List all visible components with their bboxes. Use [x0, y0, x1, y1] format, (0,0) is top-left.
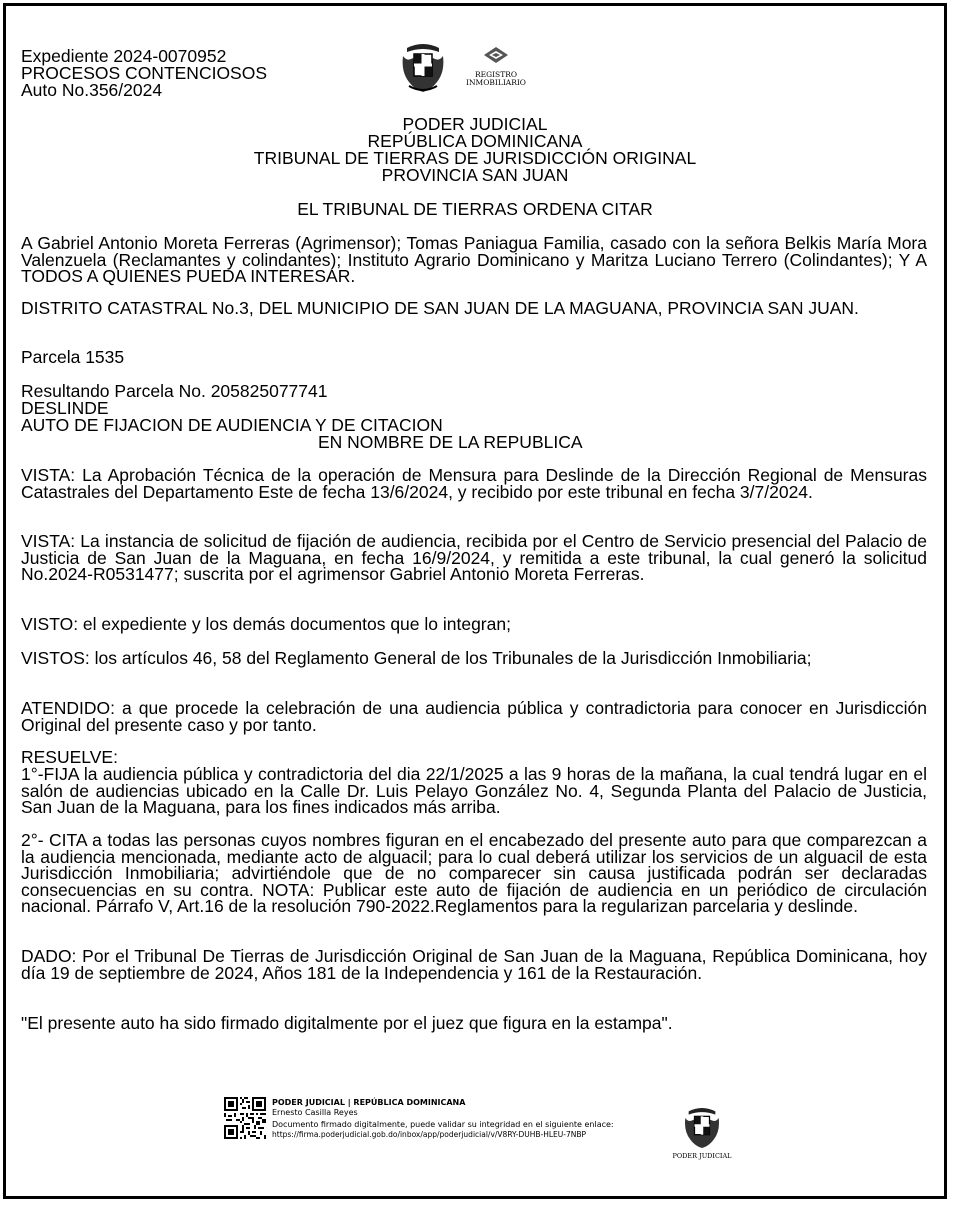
punto-2-paragraph: 2°- CITA a todas las personas cuyos nombres figuran en el encabezado del presente auto para que comparezcan a la audiencia mencionada, mediante acto de alguacil; para lo cual deberá utilizar los servicios de un alguacil de esta Jurisdicción Inmobiliaria; advirtiéndole que de no comparecer sin causa justificada podrán ser declaradas consecuencias en su contra. NOTA: Publicar este auto de fijación de audiencia en un periódico de circulación nacional. Párrafo V, Art.16 de la resolución 790-2022.Reglamentos para la regularizan parcelaria y deslinde.: [21, 830, 927, 916]
atendido-paragraph: ATENDIDO: a que procede la celebración de una audiencia pública y contradictoria para conocer en Jurisdicción Original del presente caso y por tanto.: [21, 698, 927, 735]
resultando-line: Resultando Parcela No. 205825077741: [21, 381, 328, 401]
punto-1-paragraph: 1°-FIJA la audiencia pública y contradictoria del dia 22/1/2025 a las 9 horas de la mañana, la cual tendrá lugar en el salón de audiencias ubicado en la Calle Dr. Luis Pelayo González No. 4, Segunda Planta del Palacio de Justicia, San Juan de la Maguana, para los fines indicados más arriba.: [21, 764, 927, 817]
validation-link[interactable]: https://firma.poderjudicial.gob.do/inbox/app/poderjudicial/v/V8RY-DUHB-HLEU-7NBP: [272, 1130, 587, 1139]
signature-line-3: Documento firmado digitalmente, puede validar su integridad en el siguiente enlace:: [272, 1120, 614, 1129]
parcela-line: Parcela 1535: [21, 347, 125, 367]
poder-judicial-seal-icon: [682, 1106, 722, 1150]
vista-2-paragraph: VISTA: La instancia de solicitud de fijación de audiencia, recibida por el Centro de Servicio presencial del Palacio de Justicia de San Juan de la Maguana, en fecha 16/9/2024, y remitida a este tribunal, la cual generó la solicitud No.2024-R0531477; suscrita por el agrimensor Gabriel Antonio Moreta Ferreras.: [21, 531, 927, 584]
court-line-2: REPÚBLICA DOMINICANA: [367, 131, 583, 151]
document-page: [3, 3, 947, 1199]
seal-caption: PODER JUDICIAL: [672, 1152, 732, 1160]
registro-logo-text: REGISTRO INMOBILIARIO: [466, 70, 526, 87]
en-nombre-line: EN NOMBRE DE LA REPUBLICA: [318, 432, 583, 452]
court-line-3: TRIBUNAL DE TIERRAS DE JURISDICCIÓN ORIGINAL: [253, 148, 697, 168]
auto-title-line: AUTO DE FIJACION DE AUDIENCIA Y DE CITACION: [21, 415, 443, 435]
registro-inmobiliario-logo-icon: [476, 46, 516, 68]
firma-note: "El presente auto ha sido firmado digitalmente por el juez que figura en la estampa".: [21, 1013, 673, 1033]
distrito-paragraph: DISTRITO CATASTRAL No.3, DEL MUNICIPIO DE SAN JUAN DE LA MAGUANA, PROVINCIA SAN JUAN.: [21, 298, 859, 318]
dado-paragraph: DADO: Por el Tribunal De Tierras de Jurisdicción Original de San Juan de la Maguana, República Dominicana, hoy día 19 de septiembre de 2024, Años 181 de la Independencia y 161 de la Restauración.: [21, 946, 927, 983]
citados-paragraph: A Gabriel Antonio Moreta Ferreras (Agrimensor); Tomas Paniagua Familia, casado con la señora Belkis María Mora Valenzuela (Reclamantes y colindantes); Instituto Agrario Dominicano y Maritza Luciano Terrero (Colindantes); Y A TODOS A QUIENES PUEDA INTERESAR.: [21, 233, 927, 286]
court-line-4: PROVINCIA SAN JUAN: [381, 165, 569, 185]
deslinde-line: DESLINDE: [21, 398, 109, 418]
vistos-paragraph: VISTOS: los artículos 46, 58 del Reglamento General de los Tribunales de la Jurisdicción Inmobiliaria;: [21, 648, 812, 668]
procesos-label: PROCESOS CONTENCIOSOS: [21, 63, 268, 83]
auto-number: Auto No.356/2024: [21, 80, 163, 100]
qr-code-icon[interactable]: [224, 1097, 266, 1139]
coat-of-arms-icon: [399, 42, 447, 94]
court-order-title: EL TRIBUNAL DE TIERRAS ORDENA CITAR: [297, 199, 653, 219]
expediente-number: Expediente 2024-0070952: [21, 46, 227, 66]
signature-line-1: PODER JUDICIAL | REPÚBLICA DOMINICANA: [272, 1098, 466, 1107]
vista-1-paragraph: VISTA: La Aprobación Técnica de la operación de Mensura para Deslinde de la Dirección Regional de Mensuras Catastrales del Departamento Este de fecha 13/6/2024, y recibido por este tribunal en fecha 3/7/2024.: [21, 465, 927, 502]
visto-line: VISTO: el expediente y los demás documentos que lo integran;: [21, 614, 511, 634]
signer-name: Ernesto Casilla Reyes: [272, 1108, 358, 1117]
resuelve-heading: RESUELVE:: [21, 747, 118, 767]
court-line-1: PODER JUDICIAL: [402, 114, 548, 134]
